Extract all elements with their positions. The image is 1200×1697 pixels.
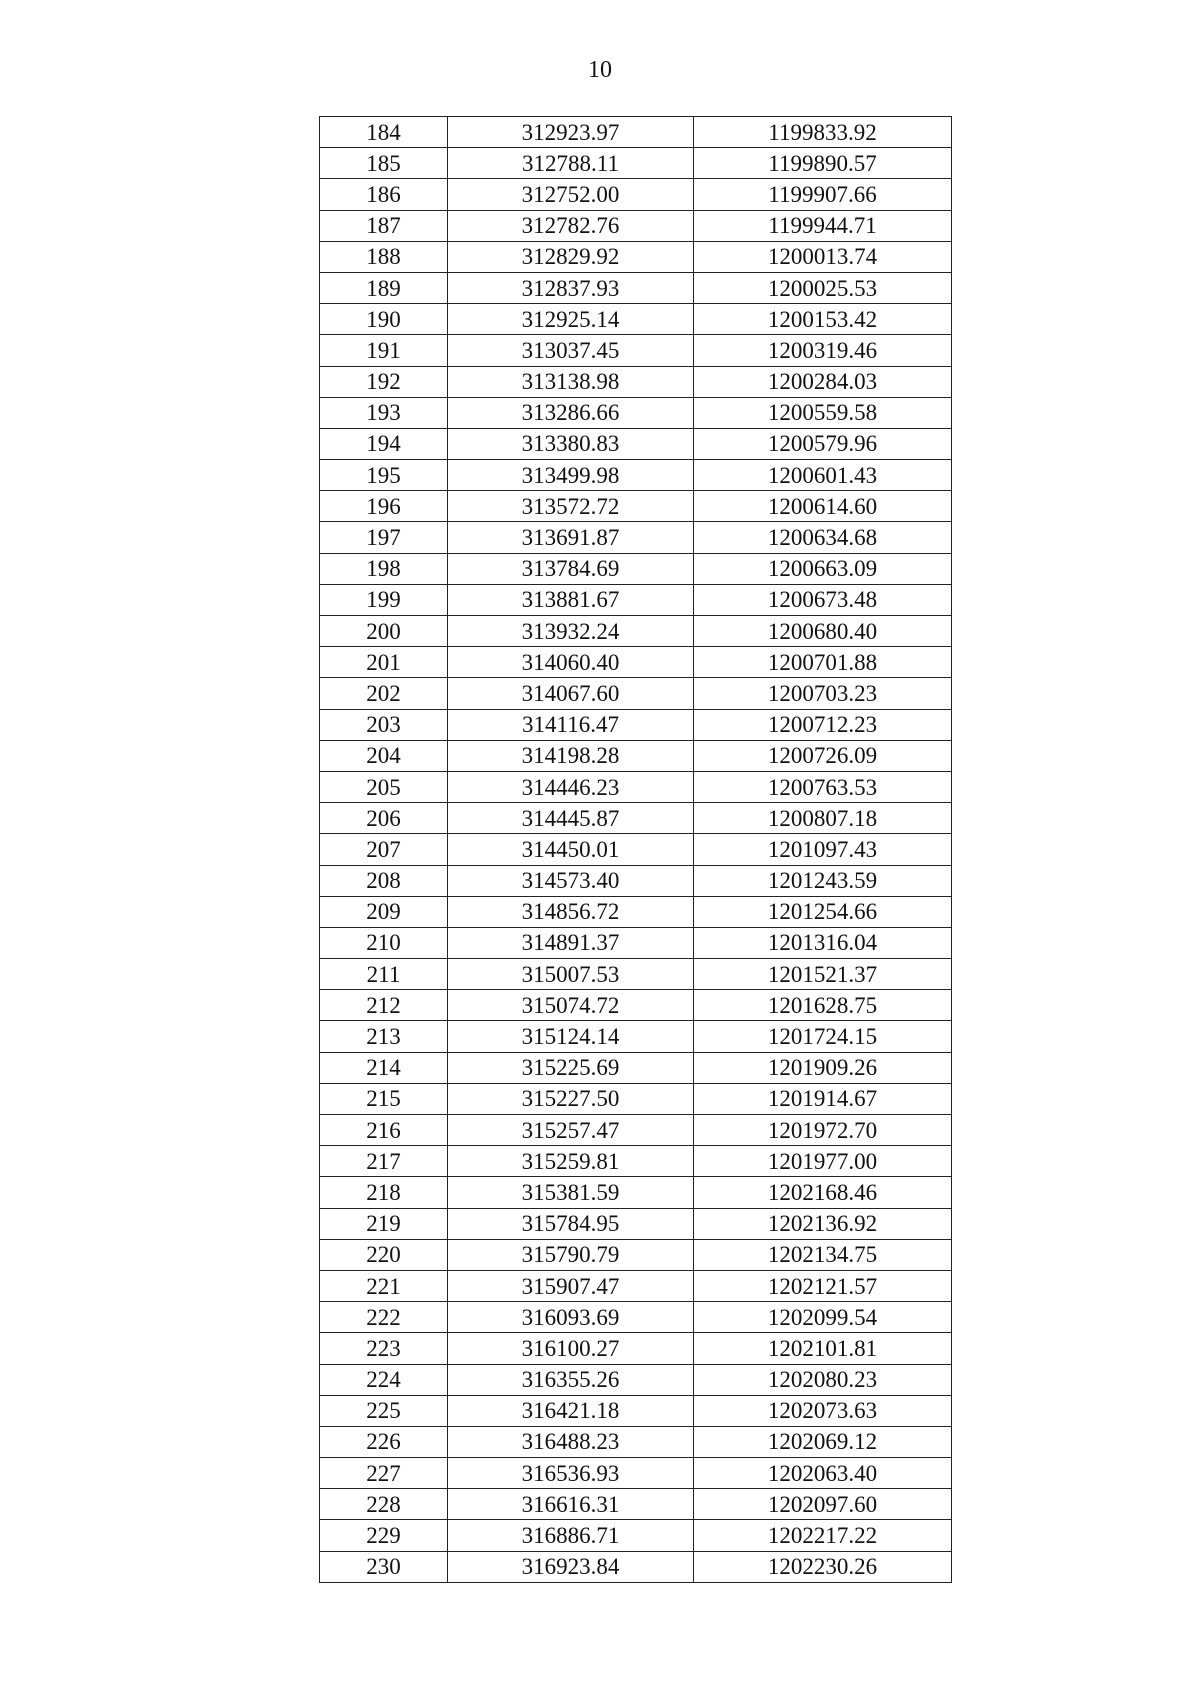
x-coordinate-cell: 316421.18	[448, 1395, 694, 1426]
y-coordinate-cell: 1201097.43	[694, 834, 952, 865]
point-number-cell: 213	[320, 1021, 448, 1052]
x-coordinate-cell: 315007.53	[448, 959, 694, 990]
table-row	[320, 803, 952, 834]
table-row	[320, 616, 952, 647]
table-row	[320, 179, 952, 210]
point-number-cell: 201	[320, 647, 448, 678]
x-coordinate-cell: 312782.76	[448, 210, 694, 241]
point-number-cell: 226	[320, 1426, 448, 1457]
point-number-cell: 229	[320, 1520, 448, 1551]
table-row	[320, 1052, 952, 1083]
y-coordinate-cell: 1202069.12	[694, 1426, 952, 1457]
x-coordinate-cell: 315790.79	[448, 1239, 694, 1270]
y-coordinate-cell: 1200319.46	[694, 335, 952, 366]
y-coordinate-cell: 1201254.66	[694, 896, 952, 927]
x-coordinate-cell: 314446.23	[448, 771, 694, 802]
table-row	[320, 1239, 952, 1270]
table-row	[320, 1489, 952, 1520]
table-row	[320, 1021, 952, 1052]
point-number-cell: 228	[320, 1489, 448, 1520]
table-row	[320, 990, 952, 1021]
table-row	[320, 959, 952, 990]
y-coordinate-cell: 1200614.60	[694, 491, 952, 522]
x-coordinate-cell: 314891.37	[448, 927, 694, 958]
table-row	[320, 1177, 952, 1208]
y-coordinate-cell: 1200601.43	[694, 460, 952, 491]
point-number-cell: 206	[320, 803, 448, 834]
point-number-cell: 212	[320, 990, 448, 1021]
point-number-cell: 195	[320, 460, 448, 491]
point-number-cell: 197	[320, 522, 448, 553]
table-row	[320, 1426, 952, 1457]
table-row	[320, 865, 952, 896]
y-coordinate-cell: 1200579.96	[694, 428, 952, 459]
table-row	[320, 1208, 952, 1239]
x-coordinate-cell: 316488.23	[448, 1426, 694, 1457]
table-row	[320, 647, 952, 678]
y-coordinate-cell: 1201909.26	[694, 1052, 952, 1083]
table-row	[320, 304, 952, 335]
table-row	[320, 927, 952, 958]
table-row	[320, 896, 952, 927]
point-number-cell: 211	[320, 959, 448, 990]
y-coordinate-cell: 1201243.59	[694, 865, 952, 896]
y-coordinate-cell: 1202230.26	[694, 1551, 952, 1582]
x-coordinate-cell: 313037.45	[448, 335, 694, 366]
point-number-cell: 215	[320, 1083, 448, 1114]
y-coordinate-cell: 1200712.23	[694, 709, 952, 740]
y-coordinate-cell: 1201972.70	[694, 1115, 952, 1146]
y-coordinate-cell: 1200634.68	[694, 522, 952, 553]
point-number-cell: 224	[320, 1364, 448, 1395]
table-row	[320, 210, 952, 241]
point-number-cell: 220	[320, 1239, 448, 1270]
y-coordinate-cell: 1200559.58	[694, 397, 952, 428]
table-row	[320, 1302, 952, 1333]
table-row	[320, 1115, 952, 1146]
x-coordinate-cell: 315907.47	[448, 1270, 694, 1301]
page-number: 10	[588, 57, 612, 83]
y-coordinate-cell: 1199890.57	[694, 148, 952, 179]
x-coordinate-cell: 313932.24	[448, 616, 694, 647]
y-coordinate-cell: 1200663.09	[694, 553, 952, 584]
table-row	[320, 1395, 952, 1426]
x-coordinate-cell: 316923.84	[448, 1551, 694, 1582]
x-coordinate-cell: 314067.60	[448, 678, 694, 709]
x-coordinate-cell: 313499.98	[448, 460, 694, 491]
point-number-cell: 216	[320, 1115, 448, 1146]
y-coordinate-cell: 1201914.67	[694, 1083, 952, 1114]
table-row	[320, 491, 952, 522]
table-row	[320, 553, 952, 584]
x-coordinate-cell: 313286.66	[448, 397, 694, 428]
point-number-cell: 200	[320, 616, 448, 647]
table-row	[320, 834, 952, 865]
y-coordinate-cell: 1200013.74	[694, 241, 952, 272]
x-coordinate-cell: 314198.28	[448, 740, 694, 771]
point-number-cell: 198	[320, 553, 448, 584]
point-number-cell: 219	[320, 1208, 448, 1239]
x-coordinate-cell: 313691.87	[448, 522, 694, 553]
x-coordinate-cell: 315227.50	[448, 1083, 694, 1114]
point-number-cell: 205	[320, 771, 448, 802]
point-number-cell: 207	[320, 834, 448, 865]
y-coordinate-cell: 1200807.18	[694, 803, 952, 834]
point-number-cell: 230	[320, 1551, 448, 1582]
x-coordinate-cell: 312923.97	[448, 117, 694, 148]
y-coordinate-cell: 1201628.75	[694, 990, 952, 1021]
table-row	[320, 335, 952, 366]
y-coordinate-cell: 1200153.42	[694, 304, 952, 335]
x-coordinate-cell: 316616.31	[448, 1489, 694, 1520]
point-number-cell: 208	[320, 865, 448, 896]
x-coordinate-cell: 316100.27	[448, 1333, 694, 1364]
point-number-cell: 196	[320, 491, 448, 522]
point-number-cell: 190	[320, 304, 448, 335]
y-coordinate-cell: 1199833.92	[694, 117, 952, 148]
x-coordinate-cell: 314060.40	[448, 647, 694, 678]
coordinates-table	[319, 116, 952, 1583]
y-coordinate-cell: 1202134.75	[694, 1239, 952, 1270]
table-row	[320, 1551, 952, 1582]
y-coordinate-cell: 1200673.48	[694, 584, 952, 615]
point-number-cell: 204	[320, 740, 448, 771]
point-number-cell: 187	[320, 210, 448, 241]
x-coordinate-cell: 315225.69	[448, 1052, 694, 1083]
point-number-cell: 222	[320, 1302, 448, 1333]
x-coordinate-cell: 314856.72	[448, 896, 694, 927]
y-coordinate-cell: 1202136.92	[694, 1208, 952, 1239]
x-coordinate-cell: 313572.72	[448, 491, 694, 522]
y-coordinate-cell: 1199907.66	[694, 179, 952, 210]
table-row	[320, 397, 952, 428]
point-number-cell: 193	[320, 397, 448, 428]
table-body	[320, 117, 952, 1583]
x-coordinate-cell: 313784.69	[448, 553, 694, 584]
table-row	[320, 740, 952, 771]
x-coordinate-cell: 315259.81	[448, 1146, 694, 1177]
point-number-cell: 199	[320, 584, 448, 615]
point-number-cell: 210	[320, 927, 448, 958]
y-coordinate-cell: 1202080.23	[694, 1364, 952, 1395]
x-coordinate-cell: 313380.83	[448, 428, 694, 459]
y-coordinate-cell: 1202168.46	[694, 1177, 952, 1208]
x-coordinate-cell: 314116.47	[448, 709, 694, 740]
table-row	[320, 117, 952, 148]
point-number-cell: 192	[320, 366, 448, 397]
table-row	[320, 366, 952, 397]
table-row	[320, 148, 952, 179]
x-coordinate-cell: 312837.93	[448, 272, 694, 303]
point-number-cell: 227	[320, 1458, 448, 1489]
table-row	[320, 771, 952, 802]
x-coordinate-cell: 316536.93	[448, 1458, 694, 1489]
x-coordinate-cell: 316355.26	[448, 1364, 694, 1395]
y-coordinate-cell: 1202099.54	[694, 1302, 952, 1333]
table-row	[320, 1270, 952, 1301]
point-number-cell: 217	[320, 1146, 448, 1177]
y-coordinate-cell: 1200726.09	[694, 740, 952, 771]
y-coordinate-cell: 1202097.60	[694, 1489, 952, 1520]
x-coordinate-cell: 314445.87	[448, 803, 694, 834]
x-coordinate-cell: 313138.98	[448, 366, 694, 397]
table-row	[320, 1364, 952, 1395]
table-row	[320, 1083, 952, 1114]
y-coordinate-cell: 1202063.40	[694, 1458, 952, 1489]
table-row	[320, 1333, 952, 1364]
table-row	[320, 241, 952, 272]
y-coordinate-cell: 1200763.53	[694, 771, 952, 802]
point-number-cell: 221	[320, 1270, 448, 1301]
x-coordinate-cell: 315381.59	[448, 1177, 694, 1208]
x-coordinate-cell: 315784.95	[448, 1208, 694, 1239]
x-coordinate-cell: 312829.92	[448, 241, 694, 272]
point-number-cell: 225	[320, 1395, 448, 1426]
x-coordinate-cell: 315074.72	[448, 990, 694, 1021]
table-row	[320, 678, 952, 709]
point-number-cell: 209	[320, 896, 448, 927]
x-coordinate-cell: 312752.00	[448, 179, 694, 210]
x-coordinate-cell: 312925.14	[448, 304, 694, 335]
table-row	[320, 1520, 952, 1551]
table-row	[320, 1458, 952, 1489]
x-coordinate-cell: 315257.47	[448, 1115, 694, 1146]
point-number-cell: 194	[320, 428, 448, 459]
y-coordinate-cell: 1202217.22	[694, 1520, 952, 1551]
table-row	[320, 1146, 952, 1177]
y-coordinate-cell: 1202073.63	[694, 1395, 952, 1426]
y-coordinate-cell: 1200703.23	[694, 678, 952, 709]
x-coordinate-cell: 316886.71	[448, 1520, 694, 1551]
point-number-cell: 191	[320, 335, 448, 366]
point-number-cell: 202	[320, 678, 448, 709]
table-row	[320, 522, 952, 553]
point-number-cell: 188	[320, 241, 448, 272]
x-coordinate-cell: 314450.01	[448, 834, 694, 865]
y-coordinate-cell: 1201521.37	[694, 959, 952, 990]
table-row	[320, 709, 952, 740]
y-coordinate-cell: 1201724.15	[694, 1021, 952, 1052]
point-number-cell: 185	[320, 148, 448, 179]
y-coordinate-cell: 1202101.81	[694, 1333, 952, 1364]
table-row	[320, 428, 952, 459]
x-coordinate-cell: 316093.69	[448, 1302, 694, 1333]
y-coordinate-cell: 1200284.03	[694, 366, 952, 397]
y-coordinate-cell: 1200701.88	[694, 647, 952, 678]
y-coordinate-cell: 1200025.53	[694, 272, 952, 303]
table-row	[320, 584, 952, 615]
point-number-cell: 203	[320, 709, 448, 740]
point-number-cell: 184	[320, 117, 448, 148]
x-coordinate-cell: 312788.11	[448, 148, 694, 179]
x-coordinate-cell: 313881.67	[448, 584, 694, 615]
y-coordinate-cell: 1201316.04	[694, 927, 952, 958]
y-coordinate-cell: 1202121.57	[694, 1270, 952, 1301]
table-row	[320, 460, 952, 491]
y-coordinate-cell: 1200680.40	[694, 616, 952, 647]
point-number-cell: 214	[320, 1052, 448, 1083]
y-coordinate-cell: 1199944.71	[694, 210, 952, 241]
point-number-cell: 189	[320, 272, 448, 303]
point-number-cell: 223	[320, 1333, 448, 1364]
x-coordinate-cell: 315124.14	[448, 1021, 694, 1052]
point-number-cell: 218	[320, 1177, 448, 1208]
x-coordinate-cell: 314573.40	[448, 865, 694, 896]
point-number-cell: 186	[320, 179, 448, 210]
y-coordinate-cell: 1201977.00	[694, 1146, 952, 1177]
table-row	[320, 272, 952, 303]
